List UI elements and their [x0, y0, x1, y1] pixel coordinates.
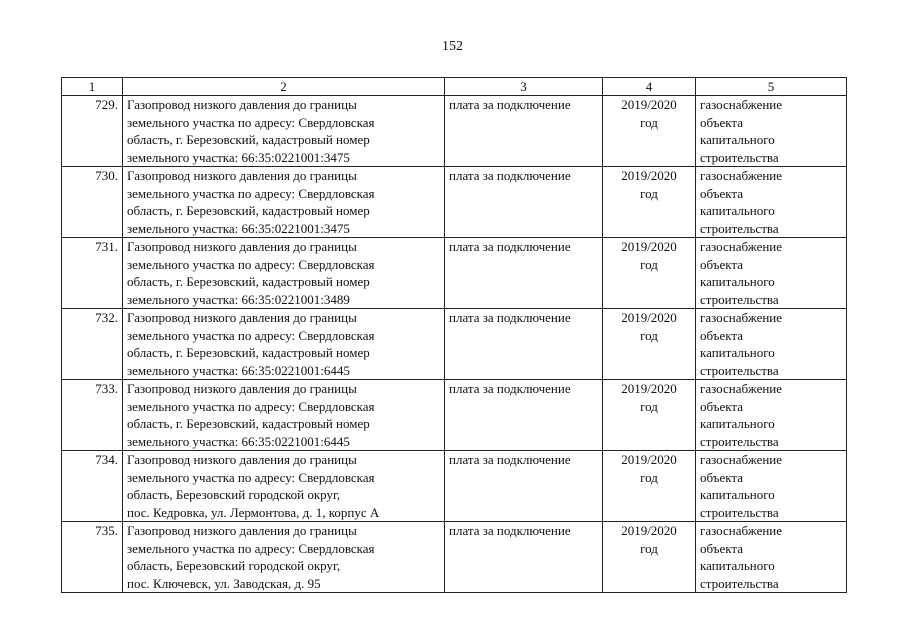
period-line: год: [640, 327, 658, 343]
purpose-line: газоснабжение: [700, 310, 783, 325]
object-description: [123, 380, 445, 451]
description-line: земельного участка по адресу: Свердловская: [127, 469, 375, 485]
description-line: Газопровод низкого давления до границы: [127, 381, 357, 396]
object-description: [123, 167, 445, 238]
description-line: область, г. Березовский, кадастровый номер: [127, 203, 370, 218]
purpose-line: строительства: [700, 220, 779, 236]
description-line: земельного участка: 66:35:0221001:3489: [127, 291, 350, 307]
column-header: 2: [123, 78, 445, 96]
period: [603, 309, 696, 380]
purpose-line: строительства: [700, 504, 779, 520]
row-number: 733.: [62, 380, 123, 451]
purpose-line: объекта: [700, 185, 744, 201]
period: [603, 522, 696, 593]
period-line: год: [640, 185, 658, 201]
data-table: [61, 77, 847, 593]
description-line: Газопровод низкого давления до границы: [127, 310, 357, 325]
table-row: [62, 309, 847, 380]
object-description: [123, 238, 445, 309]
purpose-line: объекта: [700, 469, 744, 485]
column-header: 1: [62, 78, 123, 96]
description-line: Газопровод низкого давления до границы: [127, 97, 357, 112]
table-row: [62, 96, 847, 167]
period-line: год: [640, 540, 658, 556]
purpose-line: капитального: [700, 132, 775, 147]
table-row: [62, 380, 847, 451]
description-line: пос. Ключевск, ул. Заводская, д. 95: [127, 575, 321, 591]
description-line: область, г. Березовский, кадастровый номер: [127, 274, 370, 289]
row-number: 731.: [62, 238, 123, 309]
description-line: земельного участка по адресу: Свердловская: [127, 540, 375, 556]
purpose-line: объекта: [700, 256, 744, 272]
period-line: 2019/2020: [621, 381, 677, 396]
description-line: область, Березовский городской округ,: [127, 487, 341, 502]
purpose-line: строительства: [700, 362, 779, 378]
purpose-line: газоснабжение: [700, 97, 783, 112]
purpose-line: газоснабжение: [700, 168, 783, 183]
purpose: [696, 451, 847, 522]
purpose: [696, 167, 847, 238]
object-description: [123, 309, 445, 380]
period-line: год: [640, 469, 658, 485]
period-line: 2019/2020: [621, 97, 677, 112]
table-row: [62, 238, 847, 309]
purpose: [696, 380, 847, 451]
purpose-line: газоснабжение: [700, 239, 783, 254]
page-number: 152: [442, 39, 463, 54]
period: [603, 380, 696, 451]
row-number: 734.: [62, 451, 123, 522]
purpose-line: капитального: [700, 274, 775, 289]
column-header: 4: [603, 78, 696, 96]
table-header-row: [62, 78, 847, 96]
purpose-line: объекта: [700, 540, 744, 556]
period-line: год: [640, 114, 658, 130]
description-line: земельного участка: 66:35:0221001:6445: [127, 362, 350, 378]
purpose: [696, 238, 847, 309]
description-line: Газопровод низкого давления до границы: [127, 523, 357, 538]
purpose-line: строительства: [700, 149, 779, 165]
purpose-line: строительства: [700, 291, 779, 307]
object-description: [123, 96, 445, 167]
purpose-line: объекта: [700, 327, 744, 343]
purpose-line: капитального: [700, 416, 775, 431]
description-line: Газопровод низкого давления до границы: [127, 168, 357, 183]
row-number: 730.: [62, 167, 123, 238]
description-line: земельного участка: 66:35:0221001:6445: [127, 433, 350, 449]
purpose-line: газоснабжение: [700, 452, 783, 467]
payment-type: плата за подключение: [445, 451, 603, 522]
description-line: область, г. Березовский, кадастровый номер: [127, 132, 370, 147]
purpose-line: капитального: [700, 487, 775, 502]
purpose: [696, 522, 847, 593]
payment-type: плата за подключение: [445, 96, 603, 167]
period: [603, 96, 696, 167]
description-line: Газопровод низкого давления до границы: [127, 239, 357, 254]
period-line: год: [640, 256, 658, 272]
period-line: 2019/2020: [621, 239, 677, 254]
row-number: 735.: [62, 522, 123, 593]
purpose-line: объекта: [700, 114, 744, 130]
table-row: [62, 451, 847, 522]
purpose-line: капитального: [700, 558, 775, 573]
description-line: земельного участка: 66:35:0221001:3475: [127, 220, 350, 236]
description-line: пос. Кедровка, ул. Лермонтова, д. 1, корпус А: [127, 504, 380, 520]
purpose-line: газоснабжение: [700, 523, 783, 538]
description-line: земельного участка по адресу: Свердловская: [127, 185, 375, 201]
payment-type: плата за подключение: [445, 380, 603, 451]
purpose: [696, 309, 847, 380]
purpose-line: строительства: [700, 433, 779, 449]
period-line: 2019/2020: [621, 523, 677, 538]
description-line: область, г. Березовский, кадастровый номер: [127, 345, 370, 360]
table-body: [62, 96, 847, 593]
purpose-line: объекта: [700, 398, 744, 414]
period: [603, 167, 696, 238]
description-line: земельного участка по адресу: Свердловская: [127, 398, 375, 414]
description-line: земельного участка по адресу: Свердловская: [127, 256, 375, 272]
table-row: [62, 167, 847, 238]
object-description: [123, 451, 445, 522]
row-number: 729.: [62, 96, 123, 167]
period-line: год: [640, 398, 658, 414]
description-line: земельного участка: 66:35:0221001:3475: [127, 149, 350, 165]
purpose: [696, 96, 847, 167]
payment-type: плата за подключение: [445, 309, 603, 380]
payment-type: плата за подключение: [445, 522, 603, 593]
purpose-line: газоснабжение: [700, 381, 783, 396]
payment-type: плата за подключение: [445, 238, 603, 309]
purpose-line: строительства: [700, 575, 779, 591]
period: [603, 238, 696, 309]
period: [603, 451, 696, 522]
description-line: область, г. Березовский, кадастровый номер: [127, 416, 370, 431]
period-line: 2019/2020: [621, 452, 677, 467]
description-line: земельного участка по адресу: Свердловская: [127, 327, 375, 343]
purpose-line: капитального: [700, 203, 775, 218]
period-line: 2019/2020: [621, 168, 677, 183]
table-row: [62, 522, 847, 593]
payment-type: плата за подключение: [445, 167, 603, 238]
period-line: 2019/2020: [621, 310, 677, 325]
purpose-line: капитального: [700, 345, 775, 360]
description-line: земельного участка по адресу: Свердловская: [127, 114, 375, 130]
object-description: [123, 522, 445, 593]
description-line: Газопровод низкого давления до границы: [127, 452, 357, 467]
column-header: 3: [445, 78, 603, 96]
column-header: 5: [696, 78, 847, 96]
description-line: область, Березовский городской округ,: [127, 558, 341, 573]
row-number: 732.: [62, 309, 123, 380]
